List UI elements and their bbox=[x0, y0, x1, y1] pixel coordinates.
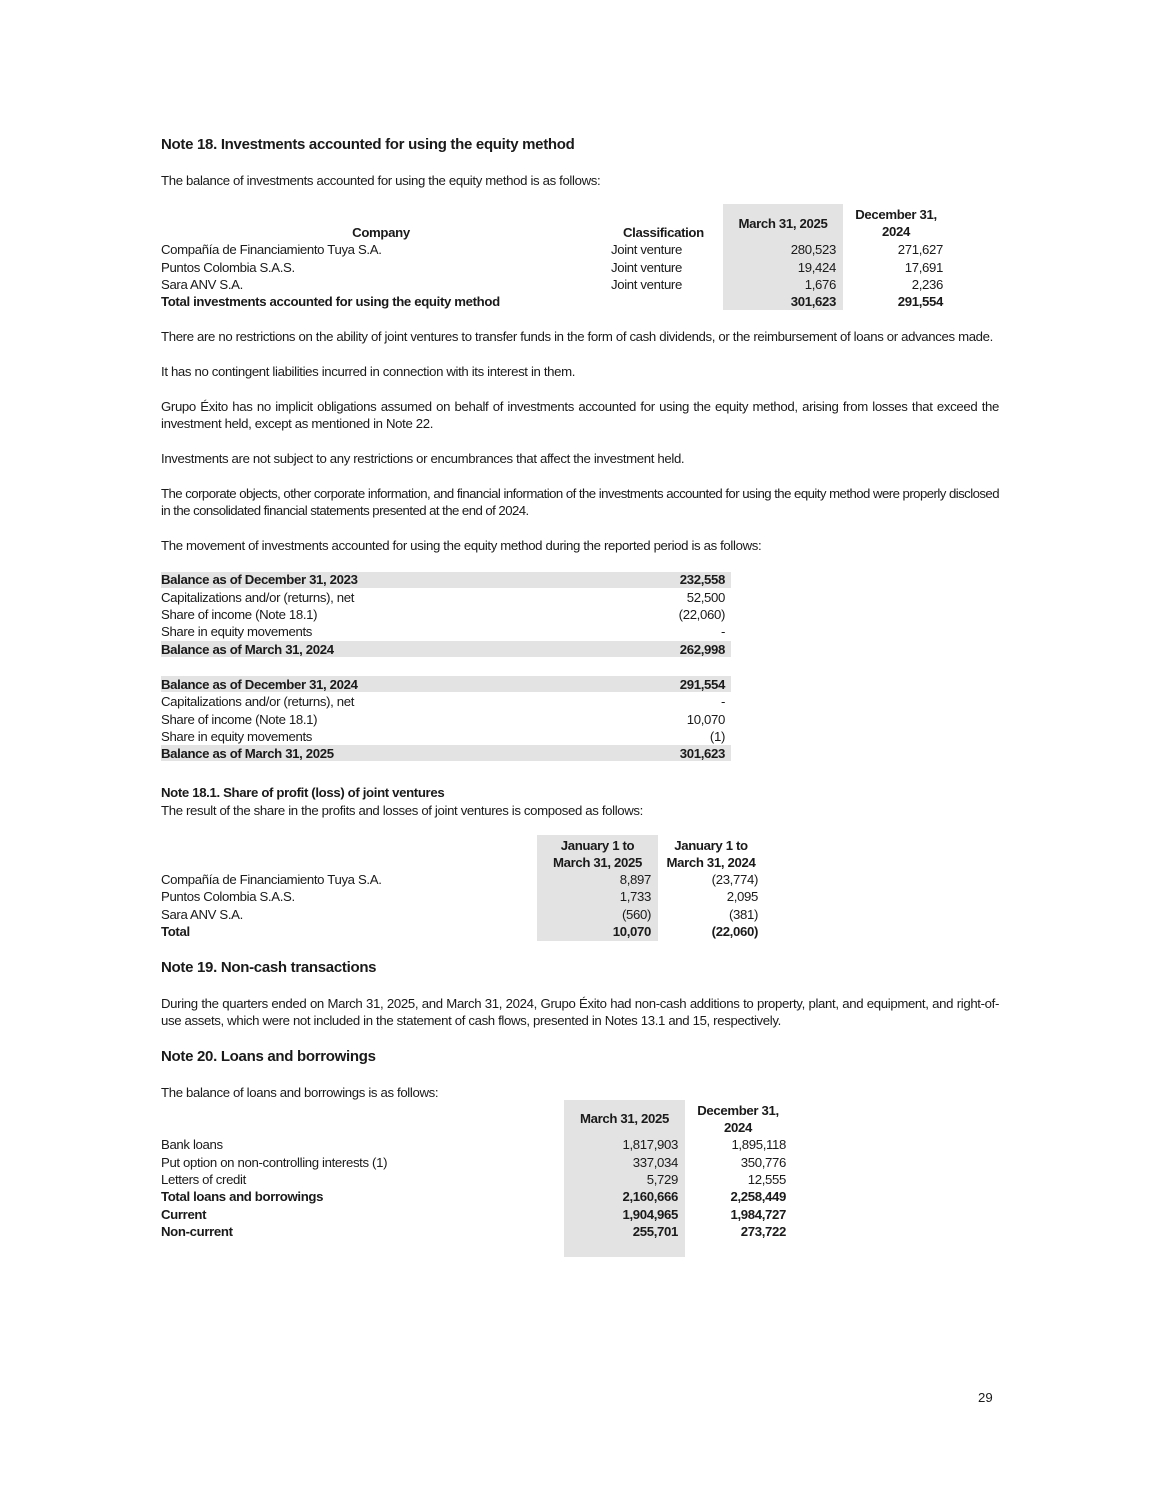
col-header-2025-line2: March 31, 2025 bbox=[553, 855, 642, 870]
total-value-2025: 301,623 bbox=[790, 294, 836, 309]
col-header-dec-2024-line2: 2024 bbox=[724, 1120, 752, 1135]
row-label: Sara ANV S.A. bbox=[161, 907, 243, 922]
note-18-1-title: Note 18.1. Share of profit (loss) of joint ventures bbox=[161, 785, 445, 800]
col-header-march-2025: March 31, 2025 bbox=[738, 216, 828, 231]
movement-value: 262,998 bbox=[679, 642, 725, 657]
movement-label: Capitalizations and/or (returns), net bbox=[161, 694, 355, 709]
movement-label: Balance as of December 31, 2023 bbox=[161, 572, 358, 587]
movement-label: Share in equity movements bbox=[161, 729, 313, 744]
col-header-dec-2024-line2: 2024 bbox=[882, 224, 910, 239]
row-value-2025: 1,904,965 bbox=[622, 1207, 678, 1222]
movement-value: (1) bbox=[709, 729, 725, 744]
paragraph: It has no contingent liabilities incurred in connection with its interest in them. bbox=[161, 364, 576, 379]
paragraph: The movement of investments accounted for using the equity method during the reported period is as follows: bbox=[161, 538, 762, 553]
movement-label: Balance as of March 31, 2025 bbox=[161, 746, 334, 761]
page-number: 29 bbox=[978, 1390, 993, 1405]
row-value-2025: 255,701 bbox=[632, 1224, 678, 1239]
movement-label: Balance as of March 31, 2024 bbox=[161, 642, 334, 657]
total-label: Total investments accounted for using the equity method bbox=[161, 294, 500, 309]
row-label: Total loans and borrowings bbox=[161, 1189, 324, 1204]
row-value-2024: 1,895,118 bbox=[731, 1137, 786, 1152]
movement-value: 291,554 bbox=[679, 677, 725, 692]
note-19-title: Note 19. Non-cash transactions bbox=[161, 959, 377, 976]
row-value-2025: 1,733 bbox=[619, 889, 651, 904]
col-header-2024-line2: March 31, 2024 bbox=[666, 855, 756, 870]
row-value-2024: 273,722 bbox=[740, 1224, 786, 1239]
row-value-2025: 1,817,903 bbox=[622, 1137, 678, 1152]
movement-label: Share of income (Note 18.1) bbox=[161, 712, 318, 727]
row-company: Puntos Colombia S.A.S. bbox=[161, 260, 295, 275]
col-header-march-2025: March 31, 2025 bbox=[580, 1111, 669, 1126]
col-header-2025-line1: January 1 to bbox=[560, 838, 635, 853]
col-header-dec-2024-line1: December 31, bbox=[697, 1103, 779, 1118]
movement-label: Share in equity movements bbox=[161, 624, 313, 639]
note-18-1-intro: The result of the share in the profits and losses of joint ventures is composed as follows: bbox=[161, 803, 643, 818]
total-value-2025: 10,070 bbox=[612, 924, 651, 939]
movement-value: 10,070 bbox=[686, 712, 725, 727]
total-label: Total bbox=[161, 924, 190, 939]
col-header-dec-2024-line1: December 31, bbox=[855, 207, 937, 222]
movement-label: Share of income (Note 18.1) bbox=[161, 607, 318, 622]
movement-value: 301,623 bbox=[679, 746, 725, 761]
movement-label: Balance as of December 31, 2024 bbox=[161, 677, 358, 692]
row-value-2024: 1,984,727 bbox=[730, 1207, 786, 1222]
note-18-intro: The balance of investments accounted for using the equity method is as follows: bbox=[161, 173, 601, 188]
paragraph: There are no restrictions on the ability of joint ventures to transfer funds in the form of cash dividends, or the reimbursement of loans or advances made. bbox=[161, 329, 993, 344]
note-19-text: During the quarters ended on March 31, 2025, and March 31, 2024, Grupo Éxito had non-cash additions to property, plant, and equipment, and right-of-use assets, which were not included in the statement of cash flows, presented in Notes 13.1 and 15, respectively. bbox=[161, 996, 999, 1028]
row-classification: Joint venture bbox=[611, 242, 682, 257]
note-20-intro: The balance of loans and borrowings is as follows: bbox=[161, 1085, 439, 1100]
col-header-company: Company bbox=[352, 225, 410, 240]
row-value-2025: 2,160,666 bbox=[622, 1189, 678, 1204]
paragraph: Grupo Éxito has no implicit obligations assumed on behalf of investments accounted for using the equity method, arising from losses that exceed the investment held, except as mentioned in Note 22. bbox=[161, 399, 999, 431]
row-value-2025: 8,897 bbox=[619, 872, 651, 887]
row-value-2024: 2,236 bbox=[911, 277, 943, 292]
movement-value: - bbox=[720, 624, 725, 639]
row-value-2025: 5,729 bbox=[646, 1172, 678, 1187]
row-company: Sara ANV S.A. bbox=[161, 277, 243, 292]
note-20-title: Note 20. Loans and borrowings bbox=[161, 1048, 376, 1065]
row-value-2025: 337,034 bbox=[632, 1155, 678, 1170]
row-company: Compañía de Financiamiento Tuya S.A. bbox=[161, 242, 382, 257]
paragraph: Investments are not subject to any restrictions or encumbrances that affect the investment held. bbox=[161, 451, 685, 466]
row-value-2024: (381) bbox=[728, 907, 758, 922]
row-label: Non-current bbox=[161, 1224, 233, 1239]
row-label: Bank loans bbox=[161, 1137, 223, 1152]
row-value-2025: (560) bbox=[621, 907, 651, 922]
col-header-2024-line1: January 1 to bbox=[674, 838, 748, 853]
row-value-2024: 2,095 bbox=[726, 889, 758, 904]
row-value-2025: 1,676 bbox=[804, 277, 836, 292]
movement-value: - bbox=[720, 694, 725, 709]
movement-value: 232,558 bbox=[679, 572, 725, 587]
row-value-2024: 350,776 bbox=[740, 1155, 786, 1170]
movement-value: 52,500 bbox=[686, 590, 725, 605]
row-label: Letters of credit bbox=[161, 1172, 246, 1187]
row-label: Puntos Colombia S.A.S. bbox=[161, 889, 295, 904]
movement-value: (22,060) bbox=[678, 607, 725, 622]
movement-label: Capitalizations and/or (returns), net bbox=[161, 590, 355, 605]
row-value-2024: (23,774) bbox=[711, 872, 758, 887]
row-value-2024: 2,258,449 bbox=[730, 1189, 786, 1204]
row-classification: Joint venture bbox=[611, 260, 682, 275]
total-value-2024: 291,554 bbox=[897, 294, 943, 309]
row-label: Put option on non-controlling interests (1) bbox=[161, 1155, 388, 1170]
row-classification: Joint venture bbox=[611, 277, 682, 292]
paragraph: The corporate objects, other corporate information, and financial information of the investments accounted for using the equity method were properly disclosed in the consolidated financial statements presented at the end of 2024. bbox=[161, 486, 999, 518]
row-value-2024: 17,691 bbox=[904, 260, 943, 275]
row-label: Compañía de Financiamiento Tuya S.A. bbox=[161, 872, 382, 887]
row-label: Current bbox=[161, 1207, 207, 1222]
row-value-2024: 12,555 bbox=[747, 1172, 786, 1187]
col-header-classification: Classification bbox=[623, 225, 704, 240]
total-value-2024: (22,060) bbox=[711, 924, 758, 939]
note-18-title: Note 18. Investments accounted for using the equity method bbox=[161, 136, 575, 153]
row-value-2025: 280,523 bbox=[790, 242, 836, 257]
row-value-2025: 19,424 bbox=[797, 260, 836, 275]
row-value-2024: 271,627 bbox=[897, 242, 943, 257]
